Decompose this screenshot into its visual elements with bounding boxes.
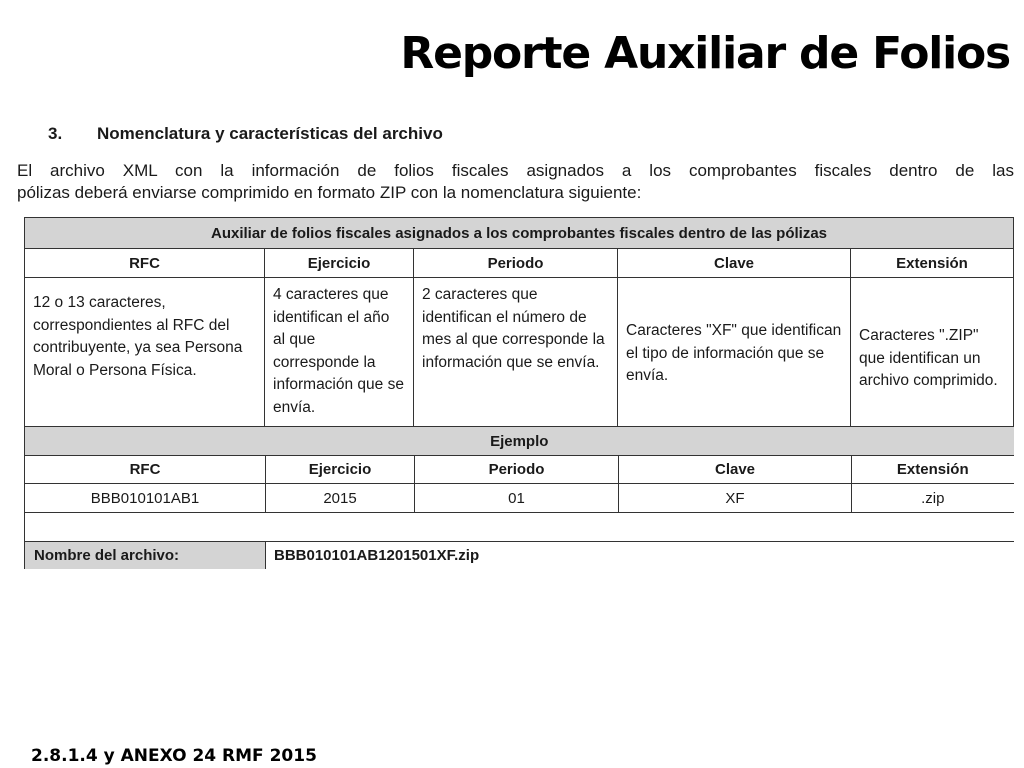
example-value-extension: .zip [852, 484, 1014, 513]
rfc-description: 12 o 13 caracteres, correspondientes al RFC del contribuyente, ya sea Persona Moral o Persona Física. [25, 278, 265, 431]
example-header-rfc: RFC [25, 456, 266, 484]
periodo-description: 2 caracteres que identifican el número de mes al que corresponde la información que se envía. [414, 278, 618, 431]
column-header-clave: Clave [618, 249, 851, 278]
nomenclature-table-caption: Auxiliar de folios fiscales asignados a los comprobantes fiscales dentro de las pólizas [25, 218, 1014, 249]
example-header-clave: Clave [619, 456, 852, 484]
intro-line-2: pólizas deberá enviarse comprimido en formato ZIP con la nomenclatura siguiente: [17, 183, 642, 202]
intro-paragraph [17, 160, 1014, 204]
example-header-periodo: Periodo [415, 456, 619, 484]
example-value-rfc: BBB010101AB1 [25, 484, 266, 513]
example-table-caption: Ejemplo [25, 427, 1014, 456]
section-heading-text: Nomenclatura y características del archivo [97, 124, 443, 143]
section-number: 3. [48, 124, 63, 143]
ejercicio-description: 4 caracteres que identifican el año al que corresponde la información que se envía. [265, 278, 414, 431]
example-header-extension: Extensión [852, 456, 1014, 484]
nomenclature-table [24, 217, 1014, 430]
intro-line-1: El archivo XML con la información de folios fiscales asignados a los comprobantes fiscales dentro de las [17, 161, 1014, 180]
example-value-ejercicio: 2015 [266, 484, 415, 513]
example-table [24, 426, 1014, 569]
section-heading [48, 124, 443, 144]
extension-description: Caracteres ".ZIP" que identifican un archivo comprimido. [851, 278, 1014, 431]
column-header-ejercicio: Ejercicio [265, 249, 414, 278]
slide-title: Reporte Auxiliar de Folios [400, 28, 1010, 79]
example-blank-row [25, 513, 1014, 542]
footer-reference: 2.8.1.4 y ANEXO 24 RMF 2015 [31, 746, 317, 766]
file-name-value: BBB010101AB1201501XF.zip [266, 542, 1014, 570]
example-header-ejercicio: Ejercicio [266, 456, 415, 484]
column-header-periodo: Periodo [414, 249, 618, 278]
example-value-periodo: 01 [415, 484, 619, 513]
file-name-label: Nombre del archivo: [25, 542, 266, 570]
clave-description: Caracteres "XF" que identifican el tipo de información que se envía. [618, 278, 851, 431]
column-header-extension: Extensión [851, 249, 1014, 278]
column-header-rfc: RFC [25, 249, 265, 278]
example-value-clave: XF [619, 484, 852, 513]
